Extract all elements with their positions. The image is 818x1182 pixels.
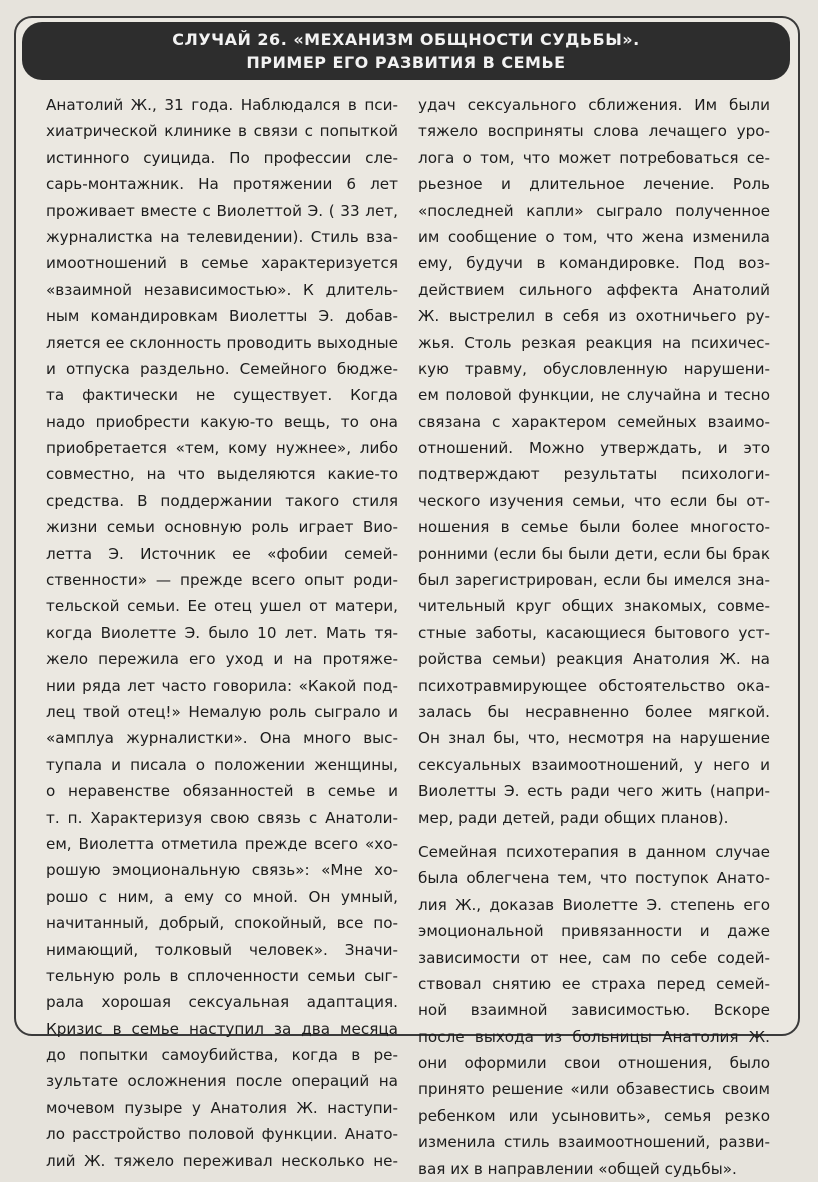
text-line: Кризис в семье наступил за два месяца <box>46 1019 398 1038</box>
text-line: Анатолий Ж., 31 года. Наблюдался в пси- <box>46 96 398 114</box>
text-line: надо приобрести какую-то вещь, то она <box>46 412 398 431</box>
text-line: имоотношений в семье характеризуется <box>46 254 398 273</box>
text-line: ляется ее склонность проводить выходные <box>46 333 398 352</box>
text-line: ло расстройство половой функции. Анато- <box>46 1125 398 1144</box>
case-title-line-2: ПРИМЕР ЕГО РАЗВИТИЯ В СЕМЬЕ <box>246 53 566 72</box>
right-paragraph-1 <box>418 92 770 831</box>
text-line: лец твой отец!» Немалую роль сыграло и <box>46 702 398 721</box>
text-line: кую травму, обусловленную нарушени- <box>418 359 770 378</box>
text-line: стные заботы, касающиеся бытового уст- <box>418 623 770 642</box>
text-line: совместно, на что выделяются какие-то <box>46 465 398 484</box>
text-line: вая их в направлении «общей судьбы». <box>418 1159 737 1178</box>
text-line: журналистка на телевидении). Стиль вза- <box>46 227 398 246</box>
text-line: отношений. Можно утверждать, и это <box>418 439 770 458</box>
text-line: хиатрической клинике в связи с попыткой <box>46 122 398 141</box>
text-line: залась бы несравненно более мягкой. <box>418 702 770 721</box>
right-text-column <box>418 92 770 1182</box>
text-line: изменила стиль взаимоотношений, разви- <box>418 1133 770 1152</box>
text-line: им сообщение о том, что жена изменила <box>418 227 770 246</box>
right-paragraph-2 <box>418 839 770 1182</box>
text-line: подтверждают результаты психологи- <box>418 465 770 484</box>
text-line: сарь-монтажник. На протяжении 6 лет <box>46 175 398 194</box>
text-line: жья. Столь резкая реакция на психичес- <box>418 333 770 352</box>
text-line: летта Э. Источник ее «фобии семей- <box>46 544 398 563</box>
text-line: Семейная психотерапия в данном случае <box>418 842 770 861</box>
text-line: принято решение «или обзавестись своим <box>418 1080 770 1099</box>
text-line: психотравмирующее обстоятельство ока- <box>418 676 770 695</box>
text-line: и отпуска раздельно. Семейного бюдже- <box>46 359 398 378</box>
text-line: до попытки самоубийства, когда в ре- <box>46 1046 398 1065</box>
text-line: после выхода из больницы Анатолия Ж. <box>418 1027 770 1046</box>
text-line: чительный круг общих знакомых, совме- <box>418 597 770 616</box>
text-line: ческого изучения семьи, что если бы от- <box>418 491 770 510</box>
text-line: ной взаимной зависимостью. Вскоре <box>418 1001 770 1020</box>
case-title-banner <box>22 22 790 80</box>
text-line: ем, Виолетта отметила прежде всего «хо- <box>46 834 398 853</box>
text-line: рьезное и длительное лечение. Роль <box>418 175 770 194</box>
text-line: Виолетты Э. есть ради чего жить (напри- <box>418 782 770 801</box>
text-line: ственности» — прежде всего опыт роди- <box>46 571 398 590</box>
text-line: ему, будучи в командировке. Под воз- <box>418 254 770 273</box>
text-line: ронними (если бы были дети, если бы брак <box>418 544 770 563</box>
text-line: о неравенстве обязанностей в семье и <box>46 782 398 801</box>
text-line: зависимости от нее, сам по себе содей- <box>418 948 770 967</box>
text-line: «последней капли» сыграло полученное <box>418 201 770 220</box>
text-line: тельской семьи. Ее отец ушел от матери, <box>46 597 398 616</box>
text-line: тупала и писала о положении женщины, <box>46 755 398 774</box>
text-line: нимающий, толковый человек». Значи- <box>46 940 398 959</box>
text-line: рошую эмоциональную связь»: «Мне хо- <box>46 861 398 880</box>
text-line: действием сильного аффекта Анатолий <box>418 280 770 299</box>
case-title-line-1: СЛУЧАЙ 26. «МЕХАНИЗМ ОБЩНОСТИ СУДЬБЫ». <box>172 30 640 49</box>
text-line: проживает вместе с Виолеттой Э. ( 33 лет, <box>46 201 398 220</box>
text-line: сексуальных взаимоотношений, у него и <box>418 755 770 774</box>
text-line: ройства семьи) реакция Анатолия Ж. на <box>418 650 770 669</box>
text-line: жизни семьи основную роль играет Вио- <box>46 518 398 537</box>
text-line: т. п. Характеризуя свою связь с Анатоли- <box>46 808 398 827</box>
text-line: «взаимной независимостью». К длитель- <box>46 280 398 299</box>
text-line: истинного суицида. По профессии сле- <box>46 148 398 167</box>
text-line: ствовал снятию ее страха перед семей- <box>418 974 770 993</box>
text-line: та фактически не существует. Когда <box>46 386 398 405</box>
text-line: рошо с ним, а ему со мной. Он умный, <box>46 887 398 906</box>
left-text-column <box>46 92 398 1174</box>
text-line: лога о том, что может потребоваться се- <box>418 148 770 167</box>
text-line: они оформили свои отношения, было <box>418 1054 770 1073</box>
text-line: зультате осложнения после операций на <box>46 1072 398 1091</box>
text-line: средства. В поддержании такого стиля <box>46 491 398 510</box>
text-line: мер, ради детей, ради общих планов). <box>418 808 729 827</box>
text-line: Он знал бы, что, несмотря на нарушение <box>418 729 770 748</box>
text-line: удач сексуального сближения. Им были <box>418 96 770 114</box>
text-line: приобретается «тем, кому нужнее», либо <box>46 439 398 458</box>
text-line: ем половой функции, не случайна и тесно <box>418 386 770 405</box>
text-line: ношения в семье были более многосто- <box>418 518 770 537</box>
text-line: тельную роль в сплоченности семьи сыг- <box>46 966 398 985</box>
text-line: была облегчена тем, что поступок Анато- <box>418 869 770 888</box>
text-line: был зарегистрирован, если бы имелся зна- <box>418 571 770 590</box>
text-line: жело пережила его уход и на протяже- <box>46 650 398 669</box>
text-line: рала хорошая сексуальная адаптация. <box>46 993 398 1012</box>
text-line: тяжело восприняты слова лечащего уро- <box>418 122 770 141</box>
text-line: ребенком или усыновить», семья резко <box>418 1106 770 1125</box>
text-line: ным командировкам Виолетты Э. добав- <box>46 307 398 326</box>
text-line: Ж. выстрелил в себя из охотничьего ру- <box>418 307 770 326</box>
text-line: лий Ж. тяжело переживал несколько не- <box>46 1151 398 1170</box>
text-line: лия Ж., доказав Виолетте Э. степень его <box>418 895 770 914</box>
text-line: эмоциональной привязанности и даже <box>418 922 770 941</box>
text-line: мочевом пузыре у Анатолия Ж. наступи- <box>46 1098 398 1117</box>
text-line: «амплуа журналистки». Она много выс- <box>46 729 398 748</box>
text-line: когда Виолетте Э. было 10 лет. Мать тя- <box>46 623 398 642</box>
text-line: начитанный, добрый, спокойный, все по- <box>46 914 398 933</box>
text-line: связана с характером семейных взаимо- <box>418 412 770 431</box>
text-line: нии ряда лет часто говорила: «Какой под- <box>46 676 398 695</box>
